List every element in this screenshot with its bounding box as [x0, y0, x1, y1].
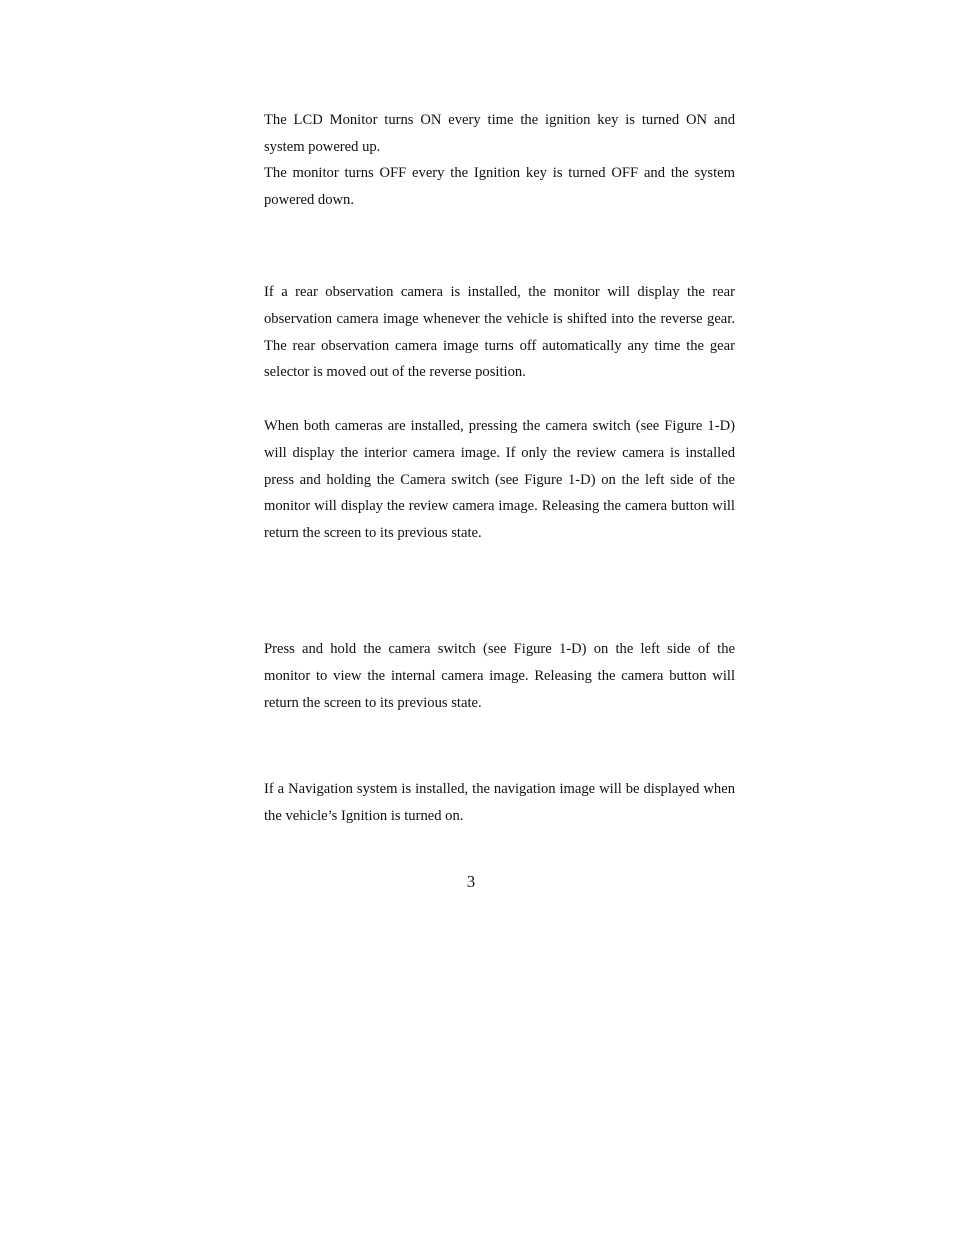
paragraph-monitor-power-on: The LCD Monitor turns ON every time the ignition key is turned ON and system powered up.: [264, 112, 735, 155]
paragraph-monitor-power-off: The monitor turns OFF every the Ignition key is turned OFF and the system powered down.: [264, 165, 735, 208]
paragraph-rear-camera: If a rear observation camera is installed, the monitor will display the rear observation camera image whenever the vehicle is shifted into the reverse gear. The rear observation camera image turns off automatically any time the gear selector is moved out of the reverse position.: [264, 284, 735, 381]
paragraph-both-cameras: When both cameras are installed, pressing the camera switch (see Figure 1-D) will display the interior camera image. If only the review camera is installed press and holding the Camera switch (see Figure 1-D) on the left side of the monitor will display the review camera image. Releasing the camera button will return the screen to its previous state.: [264, 418, 735, 542]
page-number: 3: [466, 872, 476, 891]
paragraph-internal-camera: Press and hold the camera switch (see Figure 1-D) on the left side of the monitor to view the internal camera image. Releasing the camera button will return the screen to its previous state.: [264, 641, 735, 711]
paragraph-navigation: If a Navigation system is installed, the navigation image will be displayed when the vehicle’s Ignition is turned on.: [264, 781, 735, 824]
